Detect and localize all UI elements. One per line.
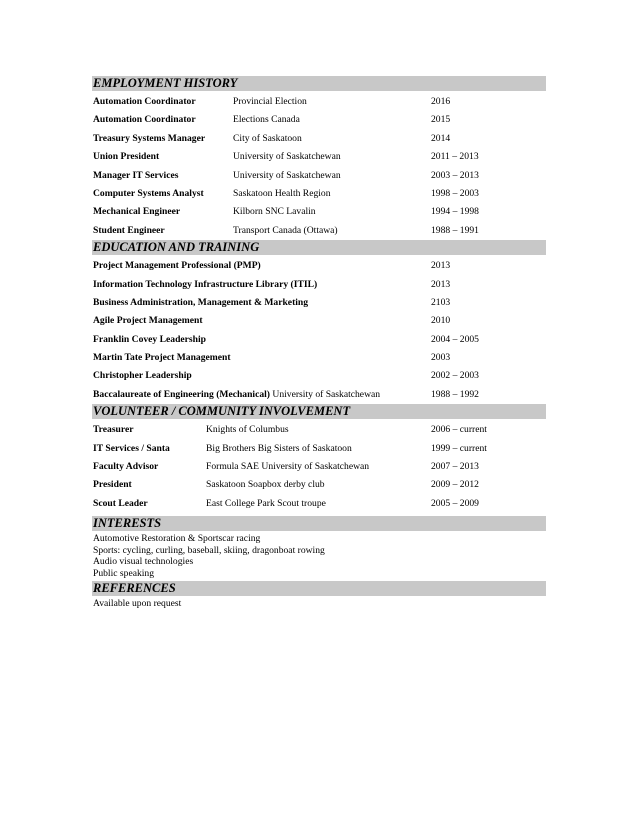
course-title <box>93 349 231 367</box>
interest-item: Sports: cycling, curling, baseball, skiing, dragonboat rowing <box>93 544 325 556</box>
course-dates: 1988 – 1992 <box>431 388 479 400</box>
references-block <box>92 598 546 610</box>
education-row <box>92 257 546 275</box>
volunteer-role: Treasurer <box>93 424 134 436</box>
employment-row <box>92 222 546 240</box>
volunteer-org: East College Park Scout troupe <box>206 497 326 509</box>
employment-history-heading: EMPLOYMENT HISTORY <box>92 76 546 91</box>
course-name: Information Technology Infrastructure Library (ITIL) <box>93 278 318 290</box>
course-title <box>93 257 261 275</box>
volunteer-dates: 2007 – 2013 <box>431 461 479 473</box>
job-title: Automation Coordinator <box>93 114 196 126</box>
employment-row <box>92 167 546 185</box>
education-row <box>92 367 546 385</box>
course-name: Business Administration, Management & Marketing <box>93 296 309 308</box>
course-dates: 2013 <box>431 278 451 290</box>
course-title <box>93 367 192 385</box>
course-title <box>93 294 308 312</box>
volunteer-org: Formula SAE University of Saskatchewan <box>206 461 370 473</box>
volunteer-heading: VOLUNTEER / COMMUNITY INVOLVEMENT <box>92 404 546 419</box>
volunteer-org: Knights of Columbus <box>206 424 289 436</box>
course-dates: 2013 <box>431 260 451 272</box>
job-dates: 1998 – 2003 <box>431 187 479 199</box>
job-title: Treasury Systems Manager <box>93 132 206 144</box>
course-title <box>93 331 206 349</box>
course-name: Franklin Covey Leadership <box>93 333 207 345</box>
employer: Provincial Election <box>233 96 307 107</box>
employment-row <box>92 130 546 148</box>
education-training-heading: EDUCATION AND TRAINING <box>92 240 546 255</box>
course-title <box>93 386 380 404</box>
employment-row <box>92 93 546 111</box>
interests-list <box>92 533 546 579</box>
job-title: Computer Systems Analyst <box>93 187 204 199</box>
volunteer-dates: 1999 – current <box>431 442 487 454</box>
employment-list <box>92 93 546 240</box>
course-name: Baccalaureate of Engineering (Mechanical) <box>93 388 271 400</box>
course-dates: 2004 – 2005 <box>431 333 479 345</box>
job-dates: 2003 – 2013 <box>431 169 479 181</box>
volunteer-row <box>92 421 546 439</box>
volunteer-row <box>92 476 546 494</box>
employment-row <box>92 148 546 166</box>
course-title <box>93 312 203 330</box>
volunteer-role: Scout Leader <box>93 497 148 509</box>
references-text: Available upon request <box>93 598 182 610</box>
job-dates: 2011 – 2013 <box>431 151 479 163</box>
interest-item: Audio visual technologies <box>93 556 194 568</box>
employer: Saskatoon Health Region <box>233 187 331 199</box>
employer: Kilborn SNC Lavalin <box>233 206 316 218</box>
course-name: Agile Project Management <box>93 315 203 327</box>
employment-row <box>92 185 546 203</box>
references-heading: REFERENCES <box>92 581 546 596</box>
employer: University of Saskatchewan <box>233 169 341 181</box>
volunteer-role: President <box>93 479 132 491</box>
interests-heading: INTERESTS <box>92 516 546 531</box>
education-row <box>92 331 546 349</box>
course-name: Christopher Leadership <box>93 370 192 382</box>
volunteer-org: Saskatoon Soapbox derby club <box>206 479 325 491</box>
job-dates: 1988 – 1991 <box>431 224 479 236</box>
job-title: Union President <box>93 151 160 163</box>
job-title: Mechanical Engineer <box>93 206 181 218</box>
resume-page <box>92 76 546 612</box>
volunteer-dates: 2005 – 2009 <box>431 497 479 509</box>
volunteer-dates: 2006 – current <box>431 424 487 436</box>
job-title: Student Engineer <box>93 224 165 236</box>
job-dates: 1994 – 1998 <box>431 206 479 218</box>
volunteer-row <box>92 458 546 476</box>
volunteer-row <box>92 495 546 513</box>
course-dates: 2103 <box>431 296 451 308</box>
employment-row <box>92 203 546 221</box>
employer: City of Saskatoon <box>233 132 302 144</box>
education-row <box>92 312 546 330</box>
interest-item: Public speaking <box>93 567 155 579</box>
education-row <box>92 349 546 367</box>
job-title: Manager IT Services <box>93 169 179 181</box>
employer: University of Saskatchewan <box>233 151 341 163</box>
volunteer-list <box>92 421 546 513</box>
employer: Transport Canada (Ottawa) <box>233 224 338 236</box>
employment-row <box>92 111 546 129</box>
course-name: Martin Tate Project Management <box>93 352 231 364</box>
course-name: Project Management Professional (PMP) <box>93 260 261 272</box>
employer: Elections Canada <box>233 114 300 126</box>
job-title: Automation Coordinator <box>93 96 196 107</box>
job-dates: 2015 <box>431 114 451 126</box>
education-list <box>92 257 546 404</box>
education-row <box>92 294 546 312</box>
volunteer-row <box>92 440 546 458</box>
course-dates: 2002 – 2003 <box>431 370 479 382</box>
volunteer-role: Faculty Advisor <box>93 461 159 473</box>
volunteer-org: Big Brothers Big Sisters of Saskatoon <box>206 442 352 454</box>
course-dates: 2003 <box>431 352 451 364</box>
interest-item: Automotive Restoration & Sportscar racing <box>93 533 261 545</box>
course-institution: University of Saskatchewan <box>270 388 381 400</box>
volunteer-dates: 2009 – 2012 <box>431 479 479 491</box>
education-row <box>92 276 546 294</box>
job-dates: 2014 <box>431 132 451 144</box>
job-dates: 2016 <box>431 96 451 107</box>
course-dates: 2010 <box>431 315 451 327</box>
education-row <box>92 386 546 404</box>
course-title <box>93 276 317 294</box>
volunteer-role: IT Services / Santa <box>93 442 170 454</box>
